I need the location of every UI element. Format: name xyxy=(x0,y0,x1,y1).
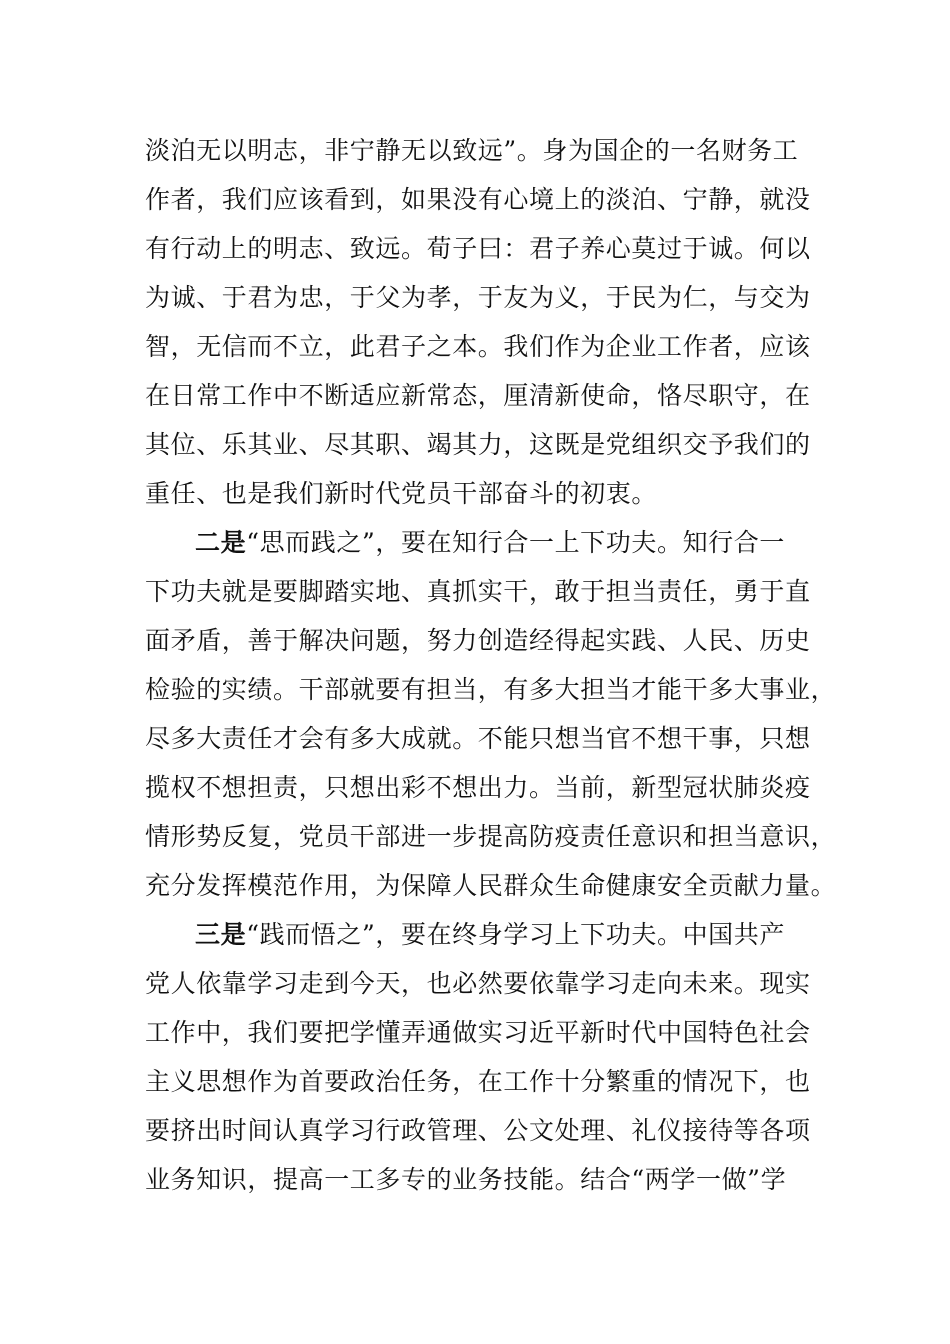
paragraph-1-line: 淡泊无以明志，非宁静无以致远”。身为国企的一名财务工 xyxy=(145,136,799,165)
paragraph-3-lead: 三是 xyxy=(195,920,247,949)
paragraph-3-line: 要挤出时间认真学习行政管理、公文处理、礼仪接待等各项 xyxy=(145,1116,811,1145)
paragraph-1-line: 在日常工作中不断适应新常态，厘清新使命，恪尽职守，在 xyxy=(145,381,811,410)
paragraph-1-line: 作者，我们应该看到，如果没有心境上的淡泊、宁静，就没 xyxy=(145,185,811,214)
paragraph-3-line: 工作中，我们要把学懂弄通做实习近平新时代中国特色社会 xyxy=(145,1018,811,1047)
paragraph-1-line: 重任、也是我们新时代党员干部奋斗的初衷。 xyxy=(145,479,658,508)
paragraph-2-line: 尽多大责任才会有多大成就。不能只想当官不想干事，只想 xyxy=(145,724,811,753)
paragraph-2-first-line xyxy=(145,518,805,567)
paragraph-2-lead: 二是 xyxy=(195,528,247,557)
paragraph-2-line: 充分发挥模范作用，为保障人民群众生命健康安全贡献力量。 xyxy=(145,871,837,900)
paragraph-3-line: 主义思想作为首要政治任务，在工作十分繁重的情况下，也 xyxy=(145,1067,811,1096)
paragraph-1-line: 智，无信而不立，此君子之本。我们作为企业工作者，应该 xyxy=(145,332,811,361)
paragraph-1-line: 为诚、于君为忠，于父为孝，于友为义，于民为仁，与交为 xyxy=(145,283,811,312)
paragraph-1-line: 有行动上的明志、致远。荀子曰：君子养心莫过于诚。何以 xyxy=(145,234,811,263)
paragraph-2-line: 下功夫就是要脚踏实地、真抓实干，敢于担当责任，勇于直 xyxy=(145,577,811,606)
paragraph-2-line: 情形势反复，党员干部进一步提高防疫责任意识和担当意识， xyxy=(145,822,837,851)
paragraph-3-first-line xyxy=(145,910,805,959)
paragraph-2-line: 检验的实绩。干部就要有担当，有多大担当才能干多大事业， xyxy=(145,675,837,704)
paragraph-3-first-line-text: “践而悟之”，要在终身学习上下功夫。中国共产 xyxy=(246,920,785,949)
paragraph-3-line: 党人依靠学习走到今天，也必然要依靠学习走向未来。现实 xyxy=(145,969,811,998)
paragraph-2-first-line-text: “思而践之”，要在知行合一上下功夫。知行合一 xyxy=(246,528,785,557)
document-body xyxy=(145,126,837,1204)
paragraph-2-line: 面矛盾，善于解决问题，努力创造经得起实践、人民、历史 xyxy=(145,626,811,655)
paragraph-1-line: 其位、乐其业、尽其职、竭其力，这既是党组织交予我们的 xyxy=(145,430,811,459)
paragraph-2-line: 揽权不想担责，只想出彩不想出力。当前，新型冠状肺炎疫 xyxy=(145,773,811,802)
paragraph-3-line: 业务知识，提高一工多专的业务技能。结合“两学一做”学 xyxy=(145,1165,787,1194)
